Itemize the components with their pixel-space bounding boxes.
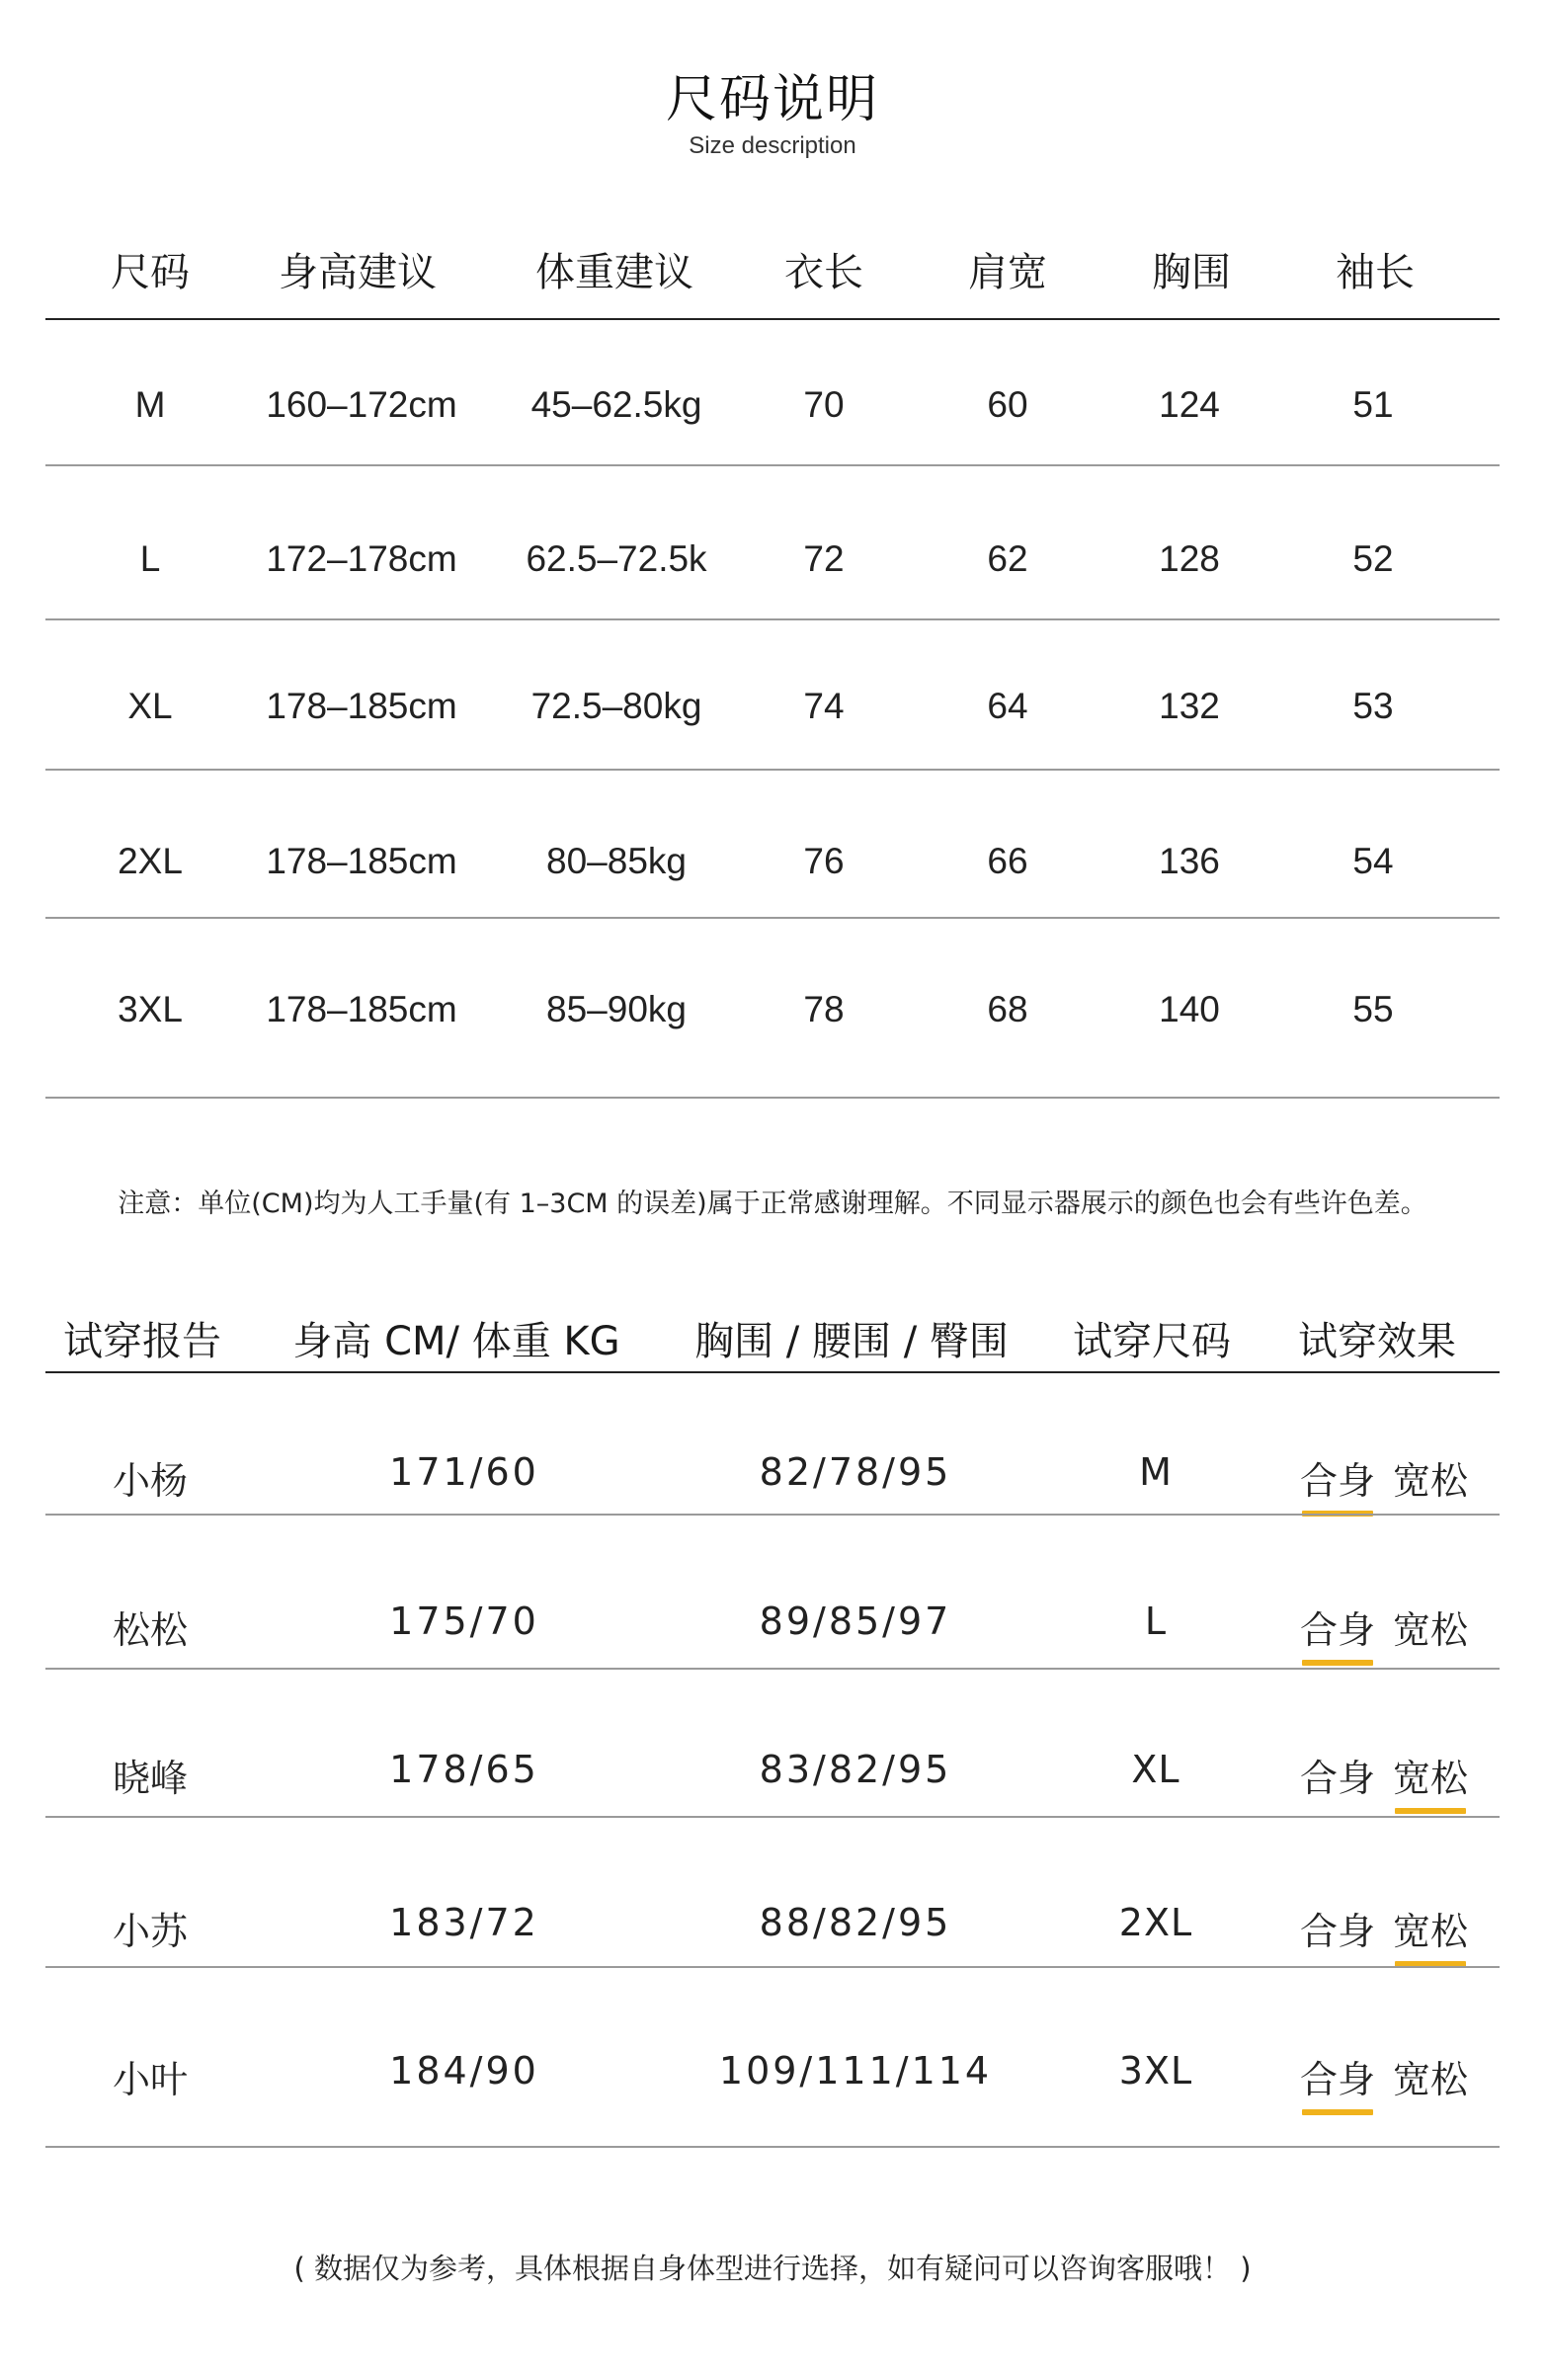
cell-weight: 85–90kg (546, 989, 687, 1029)
cell-trial-size: M (1139, 1450, 1173, 1494)
cell-weight: 80–85kg (546, 841, 687, 881)
cell-sleeve: 51 (1352, 384, 1394, 425)
cell-sleeve: 52 (1352, 538, 1394, 579)
row-divider (45, 1097, 1500, 1099)
column-header-size: 尺码 (111, 250, 190, 295)
column-header-sleeve: 袖长 (1336, 250, 1415, 295)
column-header-chest: 胸围 (1152, 250, 1231, 295)
cell-height: 172–178cm (266, 538, 457, 579)
fit-option-fitted: 合身 (1300, 1450, 1375, 1505)
cell-measurements: 109/111/114 (718, 2049, 993, 2093)
row-divider (45, 2146, 1500, 2148)
cell-length: 78 (803, 989, 845, 1029)
page-subtitle: Size description (689, 132, 856, 159)
cell-trial-size: 3XL (1118, 2049, 1193, 2093)
fit-option-fitted: 合身 (1300, 1600, 1375, 1654)
cell-height-weight: 175/70 (389, 1600, 539, 1643)
row-divider (45, 1966, 1500, 1968)
fit-result (1300, 1901, 1486, 1955)
column-header-fit-result: 试穿效果 (1298, 1319, 1456, 1364)
column-header-length: 衣长 (784, 250, 863, 295)
row-divider (45, 464, 1500, 466)
cell-measurements: 89/85/97 (759, 1600, 952, 1643)
fit-option-loose: 宽松 (1393, 1459, 1469, 1503)
row-divider (45, 1668, 1500, 1670)
cell-weight: 62.5–72.5k (526, 538, 707, 579)
cell-height: 178–185cm (266, 989, 457, 1029)
fit-option-fitted: 合身 (1300, 1757, 1376, 1800)
trial-table-header-divider (45, 1371, 1500, 1373)
cell-chest: 128 (1159, 538, 1220, 579)
row-divider (45, 1816, 1500, 1818)
fit-option-fitted: 合身 (1300, 2049, 1375, 2103)
footer-disclaimer: ( 数据仅为参考，具体根据自身体型进行选择，如有疑问可以咨询客服哦！ ) (293, 2252, 1252, 2285)
cell-height: 160–172cm (266, 384, 457, 425)
column-header-height-weight: 身高 CM/ 体重 KG (292, 1319, 620, 1364)
cell-length: 72 (803, 538, 845, 579)
cell-tester-name: 小叶 (112, 2058, 189, 2101)
column-header-height: 身高建议 (279, 250, 437, 295)
fit-result (1300, 2049, 1486, 2103)
column-header-measurements: 胸围 / 腰围 / 臀围 (694, 1319, 1009, 1364)
cell-length: 76 (803, 841, 845, 881)
cell-measurements: 88/82/95 (759, 1901, 952, 1944)
cell-trial-size: 2XL (1118, 1901, 1193, 1944)
cell-sleeve: 55 (1352, 989, 1394, 1029)
measurement-note: 注意：单位(CM)均为人工手量(有 1–3CM 的误差)属于正常感谢理解。不同显示器展示的颜色也会有些许色差。 (118, 1189, 1427, 1219)
cell-tester-name: 晓峰 (112, 1757, 189, 1800)
cell-size: 2XL (118, 841, 183, 881)
cell-shoulder: 68 (987, 989, 1028, 1029)
cell-height: 178–185cm (266, 686, 457, 726)
cell-shoulder: 64 (987, 686, 1028, 726)
cell-trial-size: XL (1131, 1748, 1180, 1791)
fit-option-loose: 宽松 (1393, 2058, 1469, 2101)
cell-shoulder: 60 (987, 384, 1028, 425)
cell-chest: 136 (1159, 841, 1220, 881)
row-divider (45, 769, 1500, 771)
cell-trial-size: L (1144, 1600, 1168, 1643)
row-divider (45, 1514, 1500, 1516)
cell-height-weight: 183/72 (389, 1901, 539, 1944)
row-divider (45, 618, 1500, 620)
column-header-trial-size: 试穿尺码 (1073, 1319, 1231, 1364)
cell-length: 70 (803, 384, 845, 425)
fit-result (1300, 1600, 1486, 1654)
size-table-header-divider (45, 318, 1500, 320)
fit-result (1300, 1450, 1486, 1505)
cell-measurements: 83/82/95 (759, 1748, 952, 1791)
cell-size: 3XL (118, 989, 183, 1029)
cell-tester-name: 小杨 (112, 1459, 189, 1503)
fit-option-loose: 宽松 (1393, 1901, 1468, 1955)
cell-height-weight: 184/90 (389, 2049, 539, 2093)
cell-size: L (139, 538, 161, 579)
column-header-shoulder: 肩宽 (968, 250, 1047, 295)
cell-size: M (134, 384, 166, 425)
cell-size: XL (127, 686, 173, 726)
cell-measurements: 82/78/95 (759, 1450, 952, 1494)
fit-option-fitted: 合身 (1300, 1910, 1376, 1953)
cell-weight: 45–62.5kg (530, 384, 702, 425)
cell-chest: 124 (1159, 384, 1220, 425)
fit-result (1300, 1748, 1486, 1802)
fit-option-loose: 宽松 (1393, 1608, 1469, 1652)
cell-length: 74 (803, 686, 845, 726)
row-divider (45, 917, 1500, 919)
cell-chest: 140 (1159, 989, 1220, 1029)
column-header-weight: 体重建议 (535, 250, 693, 295)
cell-chest: 132 (1159, 686, 1220, 726)
cell-height: 178–185cm (266, 841, 457, 881)
cell-sleeve: 53 (1352, 686, 1394, 726)
cell-height-weight: 171/60 (389, 1450, 539, 1494)
cell-height-weight: 178/65 (389, 1748, 539, 1791)
cell-weight: 72.5–80kg (530, 686, 702, 726)
fit-option-loose: 宽松 (1393, 1748, 1468, 1802)
page-title: 尺码说明 (665, 70, 879, 129)
cell-sleeve: 54 (1352, 841, 1394, 881)
cell-tester-name: 小苏 (112, 1910, 189, 1953)
cell-shoulder: 66 (987, 841, 1028, 881)
cell-shoulder: 62 (987, 538, 1028, 579)
column-header-report: 试穿报告 (63, 1319, 221, 1364)
cell-tester-name: 松松 (112, 1608, 189, 1652)
